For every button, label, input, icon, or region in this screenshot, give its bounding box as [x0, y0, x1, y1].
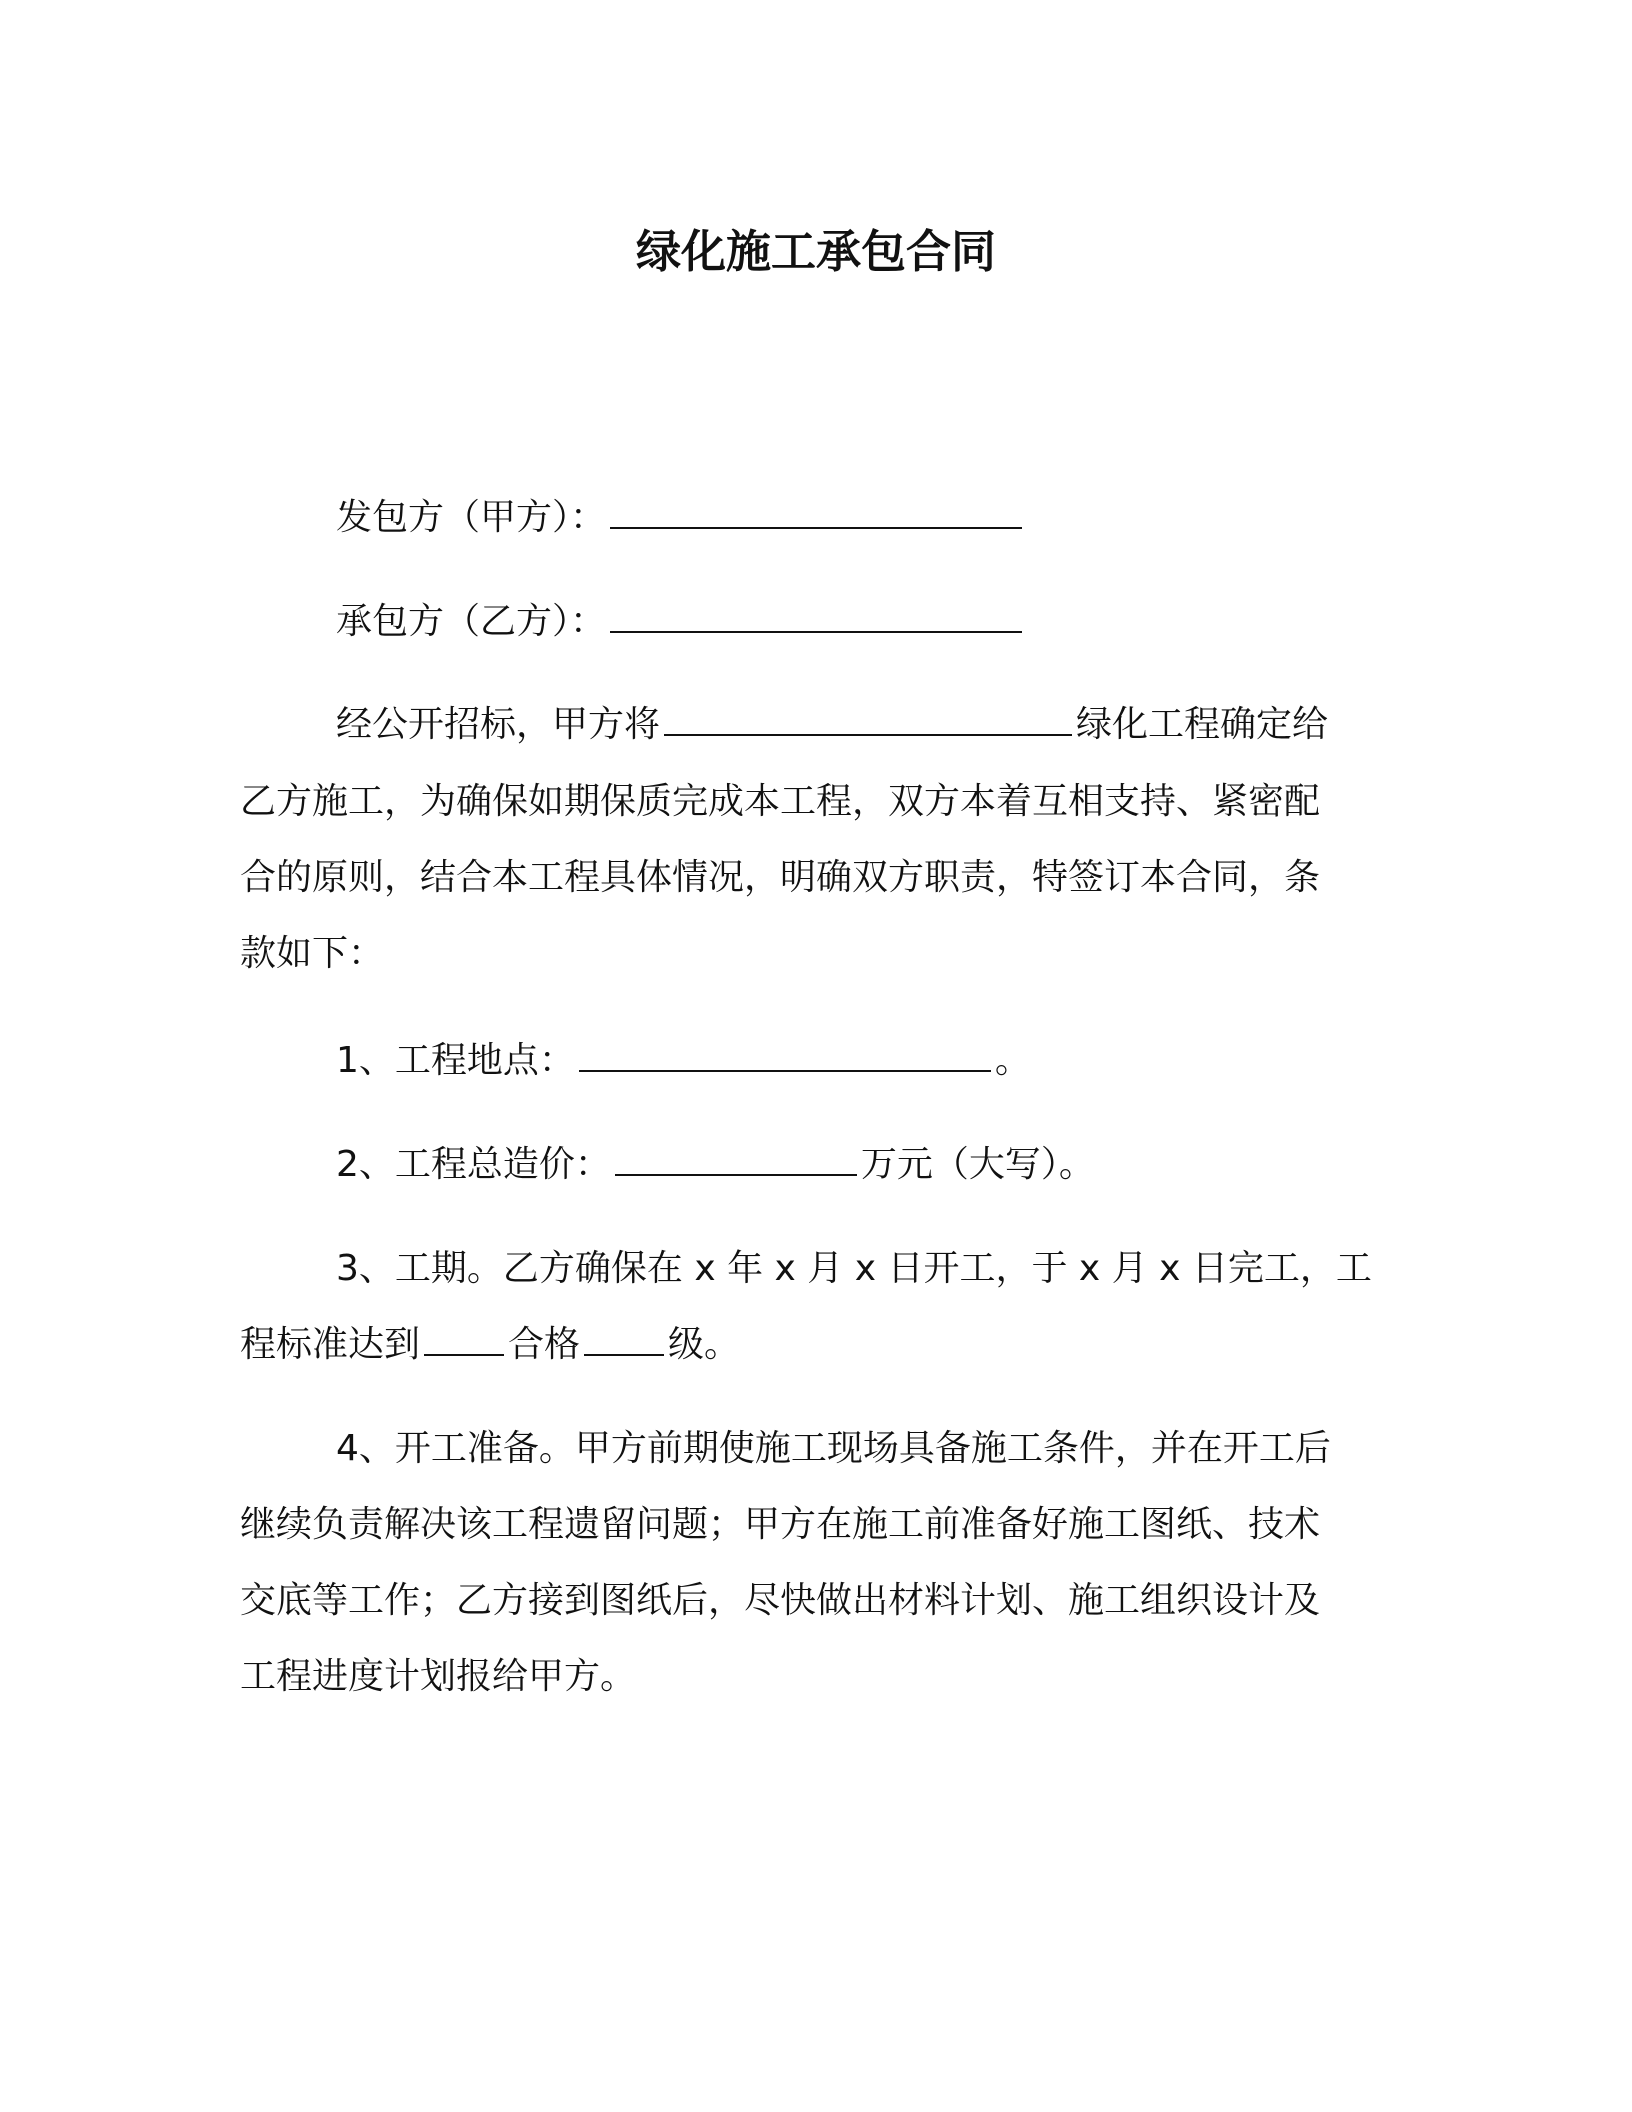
item-4-line-3: 交底等工作；乙方接到图纸后，尽快做出材料计划、施工组织设计及: [240, 1580, 1321, 1621]
intro-text-after: 绿化工程确定给: [1076, 704, 1329, 745]
item-3-text-b: 合格: [508, 1324, 581, 1365]
item-3-line-1: 3、工期。乙方确保在 x 年 x 月 x 日开工，于 x 月 x 日完工，工: [336, 1248, 1372, 1289]
intro-text-before: 经公开招标，甲方将: [336, 704, 661, 745]
intro-line-4: 款如下：: [240, 933, 385, 974]
item-2-end: 万元（大写）。: [860, 1144, 1095, 1185]
party-b-blank: [610, 597, 1022, 633]
location-blank: [579, 1036, 991, 1072]
item-3-text-c: 级。: [668, 1324, 741, 1365]
document-title: 绿化施工承包合同: [635, 225, 996, 278]
item-4-line-4: 工程进度计划报给甲方。: [240, 1656, 637, 1697]
item-3-text-a: 程标准达到: [240, 1324, 421, 1365]
party-b-line: [336, 597, 1026, 647]
standard-blank-2: [584, 1320, 664, 1356]
item-4-line-1: 4、开工准备。甲方前期使施工现场具备施工条件，并在开工后: [336, 1428, 1331, 1469]
party-b-label: 承包方（乙方）：: [336, 601, 607, 642]
intro-line-2: 乙方施工，为确保如期保质完成本工程，双方本着互相支持、紧密配: [240, 781, 1321, 822]
party-a-line: [336, 493, 1026, 543]
item-2-line: [336, 1140, 1095, 1190]
item-1-label: 1、工程地点：: [336, 1040, 575, 1081]
intro-line-3: 合的原则，结合本工程具体情况，明确双方职责，特签订本合同，条: [240, 857, 1321, 898]
project-name-blank: [664, 700, 1072, 736]
standard-blank-1: [424, 1320, 504, 1356]
intro-line-1: [336, 700, 1328, 750]
party-a-label: 发包方（甲方）：: [336, 497, 607, 538]
total-cost-blank: [615, 1140, 857, 1176]
party-a-blank: [610, 493, 1022, 529]
item-1-end: 。: [994, 1040, 1031, 1081]
item-2-label: 2、工程总造价：: [336, 1144, 611, 1185]
item-4-line-2: 继续负责解决该工程遗留问题；甲方在施工前准备好施工图纸、技术: [240, 1504, 1321, 1545]
item-3-line-2: [240, 1320, 740, 1370]
item-1-line: [336, 1036, 1031, 1086]
